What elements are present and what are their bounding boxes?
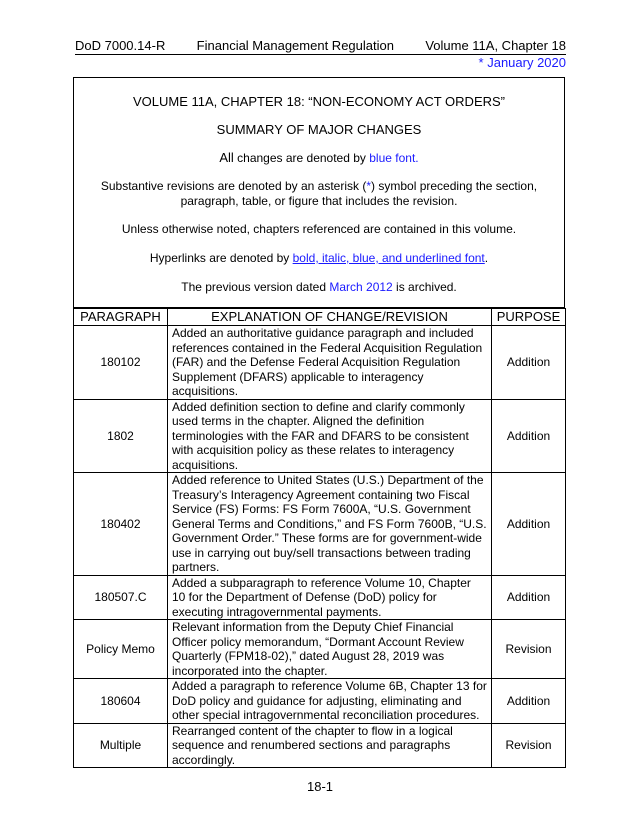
changes-note: [74, 150, 564, 165]
row-purpose: Addition: [492, 679, 566, 724]
asterisk-note-post: ) symbol preceding the section, paragraph, table, or figure that includes the revision.: [180, 179, 538, 208]
row-paragraph: 180402: [74, 473, 168, 576]
archive-note-pre: The previous version dated: [181, 280, 330, 294]
row-paragraph: Policy Memo: [74, 620, 168, 679]
table-row: [74, 679, 566, 724]
summary-title: VOLUME 11A, CHAPTER 18: “NON-ECONOMY ACT ORDERS”: [132, 94, 506, 109]
row-explanation: Relevant information from the Deputy Chief Financial Officer policy memorandum, “Dormant Account Review Quarterly (FPM18-02),” dated August 28, 2019 was incorporated into the chapter.: [168, 620, 492, 679]
table-row: [74, 620, 566, 679]
header-rule-row: [75, 38, 566, 55]
row-explanation: Added an authoritative guidance paragraph and included references contained in the Federal Acquisition Regulation (FAR) and the Defense Federal Acquisition Regulation Supplement (DFARS) applicable to interagency acquisitions.: [168, 326, 492, 400]
row-paragraph: 180507.C: [74, 575, 168, 620]
row-explanation: Added reference to United States (U.S.) Department of the Treasury’s Interagency Agreement containing two Fiscal Service (FS) Forms: FS Form 7600A, “U.S. Government General Terms and Conditions,” and FS Form 7600B, “U.S. Government Order.” These forms are for government-wide use in carrying out buy/sell transactions between trading partners.: [168, 473, 492, 576]
summary-subtitle: SUMMARY OF MAJOR CHANGES: [216, 122, 422, 137]
row-purpose: Revision: [492, 620, 566, 679]
hyperlinks-note: [74, 251, 564, 265]
table-row: [74, 575, 566, 620]
page-number: 18-1: [306, 779, 334, 794]
header-volume-chapter: Volume 11A, Chapter 18: [425, 38, 566, 53]
table-row: [74, 473, 566, 576]
hyperlinks-note-pre: Hyperlinks are denoted by: [149, 251, 293, 265]
changes-note-all: All: [219, 150, 234, 165]
table-row: [74, 399, 566, 473]
header-doc-id: DoD 7000.14-R: [75, 38, 166, 53]
archive-date: March 2012: [329, 280, 393, 294]
summary-box: [73, 77, 565, 308]
hyperlink-sample[interactable]: bold, italic, blue, and underlined font: [292, 251, 485, 265]
archive-note: [74, 280, 564, 294]
page-header: [75, 38, 566, 70]
col-header-purpose: PURPOSE: [492, 309, 566, 326]
asterisk-note: [94, 179, 544, 209]
row-paragraph: 180604: [74, 679, 168, 724]
archive-note-post: is archived.: [392, 280, 457, 294]
row-paragraph: Multiple: [74, 723, 168, 768]
header-revision-date: * January 2020: [478, 55, 566, 70]
table-row: [74, 326, 566, 400]
col-header-paragraph: PARAGRAPH: [74, 309, 168, 326]
row-purpose: Addition: [492, 575, 566, 620]
table-header-row: [74, 309, 566, 326]
asterisk-note-pre: Substantive revisions are denoted by an asterisk (: [100, 179, 367, 193]
chapters-note: Unless otherwise noted, chapters referenced are contained in this volume.: [121, 222, 517, 236]
changes-table: [73, 308, 566, 768]
row-paragraph: 180102: [74, 326, 168, 400]
asterisk-symbol: *: [366, 179, 372, 193]
row-explanation: Rearranged content of the chapter to flow in a logical sequence and renumbered sections and paragraphs accordingly.: [168, 723, 492, 768]
hyperlinks-note-post: .: [484, 251, 489, 265]
row-explanation: Added a subparagraph to reference Volume 10, Chapter 10 for the Department of Defense (DoD) policy for executing intragovernmental payments.: [168, 575, 492, 620]
row-purpose: Addition: [492, 473, 566, 576]
row-purpose: Addition: [492, 326, 566, 400]
row-paragraph: 1802: [74, 399, 168, 473]
table-row: [74, 723, 566, 768]
col-header-explanation: EXPLANATION OF CHANGE/REVISION: [168, 309, 492, 326]
row-explanation: Added a paragraph to reference Volume 6B, Chapter 13 for DoD policy and guidance for adjusting, eliminating and other special intragovernmental reconciliation procedures.: [168, 679, 492, 724]
header-doc-title: Financial Management Regulation: [196, 38, 394, 53]
row-purpose: Revision: [492, 723, 566, 768]
changes-note-text: changes are denoted by: [233, 151, 370, 165]
row-purpose: Addition: [492, 399, 566, 473]
changes-note-blue: blue font.: [369, 151, 419, 165]
row-explanation: Added definition section to define and clarify commonly used terms in the chapter. Aligned the definition terminologies with the FAR and DFARS to be consistent with acquisition policy as these relates to interagency acquisitions.: [168, 399, 492, 473]
